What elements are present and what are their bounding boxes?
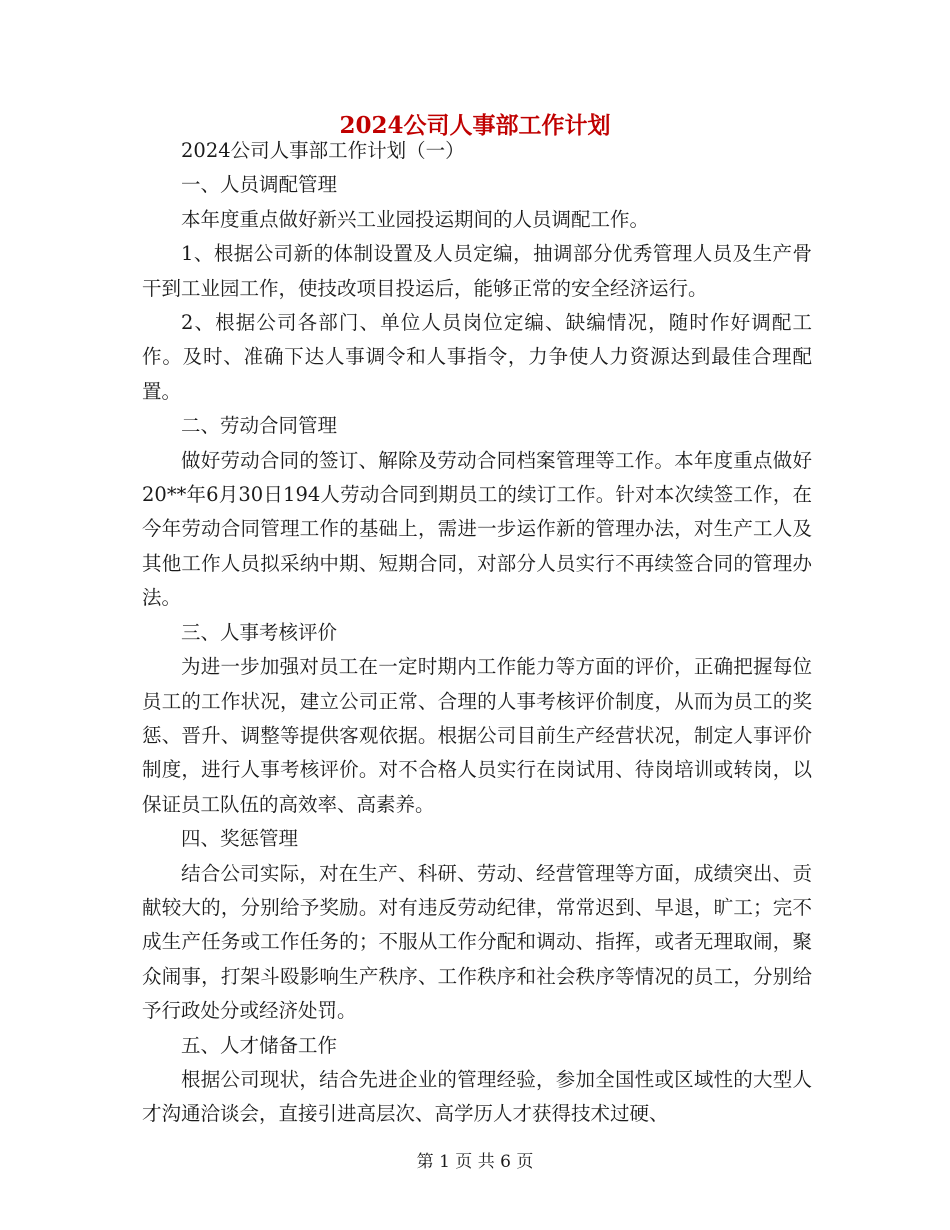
body-paragraph: 2、根据公司各部门、单位人员岗位定编、缺编情况，随时作好调配工作。及时、准确下达人事调令和人事指令，力争使人力资源达到最佳合理配置。 xyxy=(142,311,812,403)
section-heading: 四、奖惩管理 xyxy=(181,827,299,851)
section-heading: 二、劳动合同管理 xyxy=(181,414,338,438)
body-paragraph: 1、根据公司新的体制设置及人员定编，抽调部分优秀管理人员及生产骨干到工业园工作，使技改项目投运后，能够正常的安全经济运行。 xyxy=(142,242,812,300)
body-paragraph: 本年度重点做好新兴工业园投运期间的人员调配工作。 xyxy=(181,207,650,231)
body-paragraph: 结合公司实际，对在生产、科研、劳动、经营管理等方面，成绩突出、贡献较大的，分别给予奖励。对有违反劳动纪律，常常迟到、早退，旷工；完不成生产任务或工作任务的；不服从工作分配和调动、指挥，或者无理取闹，聚众闹事，打架斗殴影响生产秩序、工作秩序和社会秩序等情况的员工，分别给予行政处分或经济处罚。 xyxy=(142,861,812,1023)
body-paragraph: 做好劳动合同的签订、解除及劳动合同档案管理等工作。本年度重点做好20**年6月30日194人劳动合同到期员工的续订工作。针对本次续签工作，在今年劳动合同管理工作的基础上，需进一步运作新的管理办法，对生产工人及其他工作人员拟采纳中期、短期合同，对部分人员实行不再续签合同的管理办法。 xyxy=(142,448,812,610)
subtitle-paragraph: 2024公司人事部工作计划（一） xyxy=(181,139,465,162)
section-heading: 三、人事考核评价 xyxy=(181,620,338,644)
section-heading: 一、人员调配管理 xyxy=(181,173,338,197)
page-footer: 第 1 页 共 6 页 xyxy=(416,1152,534,1172)
section-heading: 五、人才储备工作 xyxy=(181,1033,338,1057)
document-body xyxy=(142,134,812,1132)
body-paragraph: 根据公司现状，结合先进企业的管理经验，参加全国性或区域性的大型人才沟通洽谈会，直接引进高层次、高学历人才获得技术过硬、 xyxy=(142,1067,812,1126)
body-paragraph: 为进一步加强对员工在一定时期内工作能力等方面的评价，正确把握每位员工的工作状况，建立公司正常、合理的人事考核评价制度，从而为员工的奖惩、晋升、调整等提供客观依据。根据公司目前生产经营状况，制定人事评价制度，进行人事考核评价。对不合格人员实行在岗试用、待岗培训或转岗，以保证员工队伍的高效率、高素养。 xyxy=(142,655,812,816)
document-title: 2024公司人事部工作计划 xyxy=(339,112,611,139)
